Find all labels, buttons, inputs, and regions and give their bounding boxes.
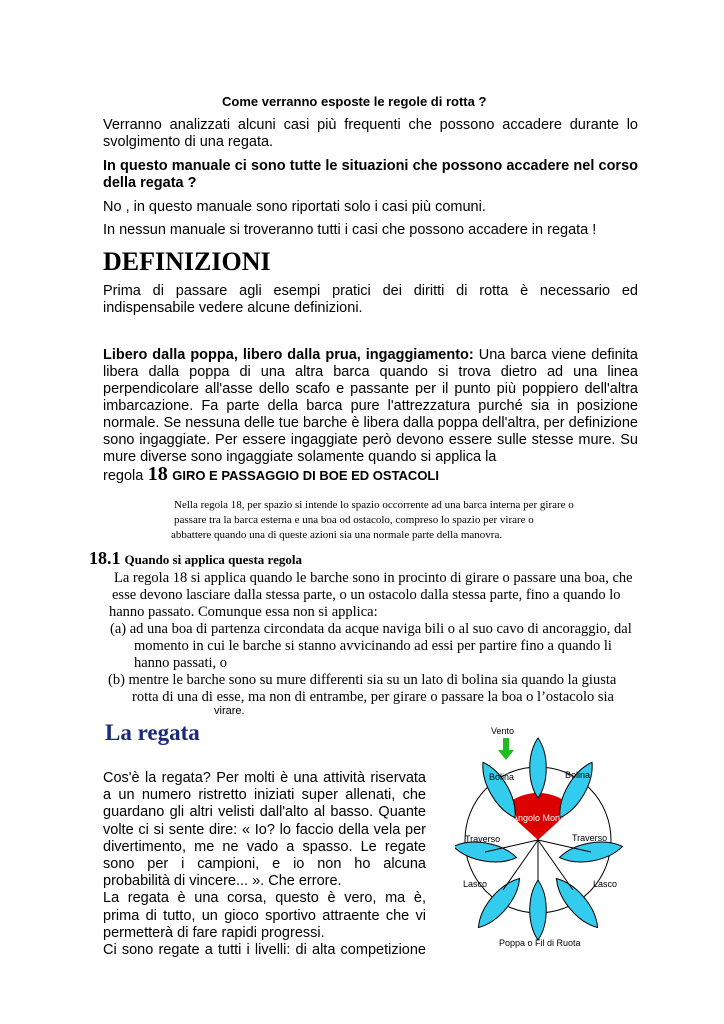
rule-note-line: Nella regola 18, per spazio si intende lo spazio occorrente ad una barca interna per girare o <box>174 499 574 511</box>
rule-line: (a) ad una boa di partenza circondata da acque naviga bili o al suo cavo di ancoraggio, dal <box>110 621 632 637</box>
answer-line-2: In nessun manuale si troveranno tutti i casi che possono accadere in regata ! <box>103 222 597 238</box>
regata-line: a un numero ristretto iniziati super allenati, che <box>103 787 426 804</box>
label-traverso-left: Traverso <box>465 834 501 844</box>
sail-poppa <box>530 880 547 940</box>
rule-line: hanno passato. Comunque essa non si applica: <box>109 604 378 620</box>
rule-18-line <box>103 463 439 486</box>
rule-18-title: GIRO E PASSAGGIO DI BOE ED OSTACOLI <box>172 468 439 483</box>
rule-line: esse devono lasciare dalla stessa parte, o un ostacolo dalla stessa parte, fino a quando lo <box>112 587 621 603</box>
definition-text: Una barca viene definita libera dalla poppa di una altra barca quando si trova dietro ad una linea perpendicolare all'asse dello scafo e passante per il punto più poppiero dell'altra imbarcazione. Fa parte della barca pure l'attrezzatura purché sia in posizione normale. Se nessuna delle tue barche è libera dalla poppa dell'altra, per definizione sono ingaggiate. Per essere ingaggiate però devono essere sulle stesse mure. Su mure diverse sono ingaggiate solamente quando si applica la <box>103 347 638 465</box>
regata-line: guardano gli altri velisti dall'alto al basso. Quante <box>103 804 426 821</box>
label-bolina-left: Bolina <box>489 772 515 782</box>
rule-18-1-heading <box>89 548 302 569</box>
regata-line: sono per i campioni, e io non ho alcuna <box>103 856 426 873</box>
sail-bolina-left <box>475 758 523 822</box>
regata-line: divertimento, me ne vado a spasso. Le regate <box>103 838 426 855</box>
rule-note-line: abbattere quando una di queste azioni sia una normale parte della manovra. <box>171 529 503 541</box>
label-lasco-right: Lasco <box>593 879 618 889</box>
regata-line: Cos'è la regata? Per molti è una attività riservata <box>103 770 426 786</box>
regata-body <box>103 770 426 959</box>
definition-paragraph <box>103 347 638 466</box>
regata-line: permetterà di fare rapidi progressi. <box>103 924 325 941</box>
rule-18-1-last-word: virare. <box>214 705 245 717</box>
rule-18-1-number: 18.1 <box>89 548 121 568</box>
rule-line: hanno passati, o <box>134 655 228 671</box>
regata-line: volte ci si sente dire: « Io? lo faccio della vela per <box>103 821 426 838</box>
rule-18-1-body <box>108 570 633 706</box>
definition-term: Libero dalla poppa, libero dalla prua, ingaggiamento: <box>103 347 474 363</box>
points-of-sail-diagram <box>455 720 645 960</box>
label-traverso-right: Traverso <box>572 833 608 843</box>
intro-paragraph: Verranno analizzati alcuni casi più frequenti che possono accadere durante lo svolgimento di una regata. <box>103 117 638 150</box>
regata-line: Ci sono regate a tutti i livelli: di alta competizione <box>103 942 426 959</box>
label-bolina-right: Bolina <box>565 770 591 780</box>
wind-arrow-icon <box>498 738 514 760</box>
rule-note-line: passare tra la barca esterna e una boa od ostacolo, compreso lo spazio per virare o <box>174 514 534 526</box>
sail-vento-center <box>530 738 547 798</box>
rule-18-number: 18 <box>147 463 168 485</box>
label-poppa: Poppa o Fil di Ruota <box>499 938 581 948</box>
rule-18-note <box>171 498 574 543</box>
label-vento: Vento <box>491 726 515 736</box>
rule-line: (b) mentre le barche sono su mure differenti sia su un lato di bolina sia quando la giusta <box>108 672 617 688</box>
regata-line: La regata è una corsa, questo è vero, ma è, <box>103 890 426 907</box>
rule-18-word: regola <box>103 468 144 484</box>
label-lasco-left: Lasco <box>463 879 488 889</box>
regata-heading: La regata <box>105 720 200 745</box>
rule-line: rotta di una di esse, ma non di entrambe, per girare o passare la boa o l’ostacolo sia <box>132 689 614 705</box>
regata-line: probabilità di vincere... ». Che errore. <box>103 873 342 890</box>
definizioni-paragraph: Prima di passare agli esempi pratici dei diritti di rotta è necessario ed indispensabile vedere alcune definizioni. <box>103 283 638 316</box>
rule-line: momento in cui le barche si stanno avvicinando ad essi per partire fino a quando li <box>134 638 612 654</box>
definizioni-heading: DEFINIZIONI <box>103 247 271 276</box>
answer-line-1: No , in questo manuale sono riportati solo i casi più comuni. <box>103 199 486 215</box>
label-angolo-morto: Angolo Morto <box>512 813 566 823</box>
question-paragraph: In questo manuale ci sono tutte le situazioni che possono accadere nel corso della regata ? <box>103 158 638 191</box>
sail-bolina-right <box>552 758 600 822</box>
regata-line: prima di tutto, un gioco sportivo attraente che vi <box>103 907 426 924</box>
rule-18-1-title: Quando si applica questa regola <box>124 552 302 567</box>
rule-line: La regola 18 si applica quando le barche sono in procinto di girare o passare una boa, che <box>114 570 633 586</box>
section-question-title: Come verranno esposte le regole di rotta ? <box>222 94 487 109</box>
